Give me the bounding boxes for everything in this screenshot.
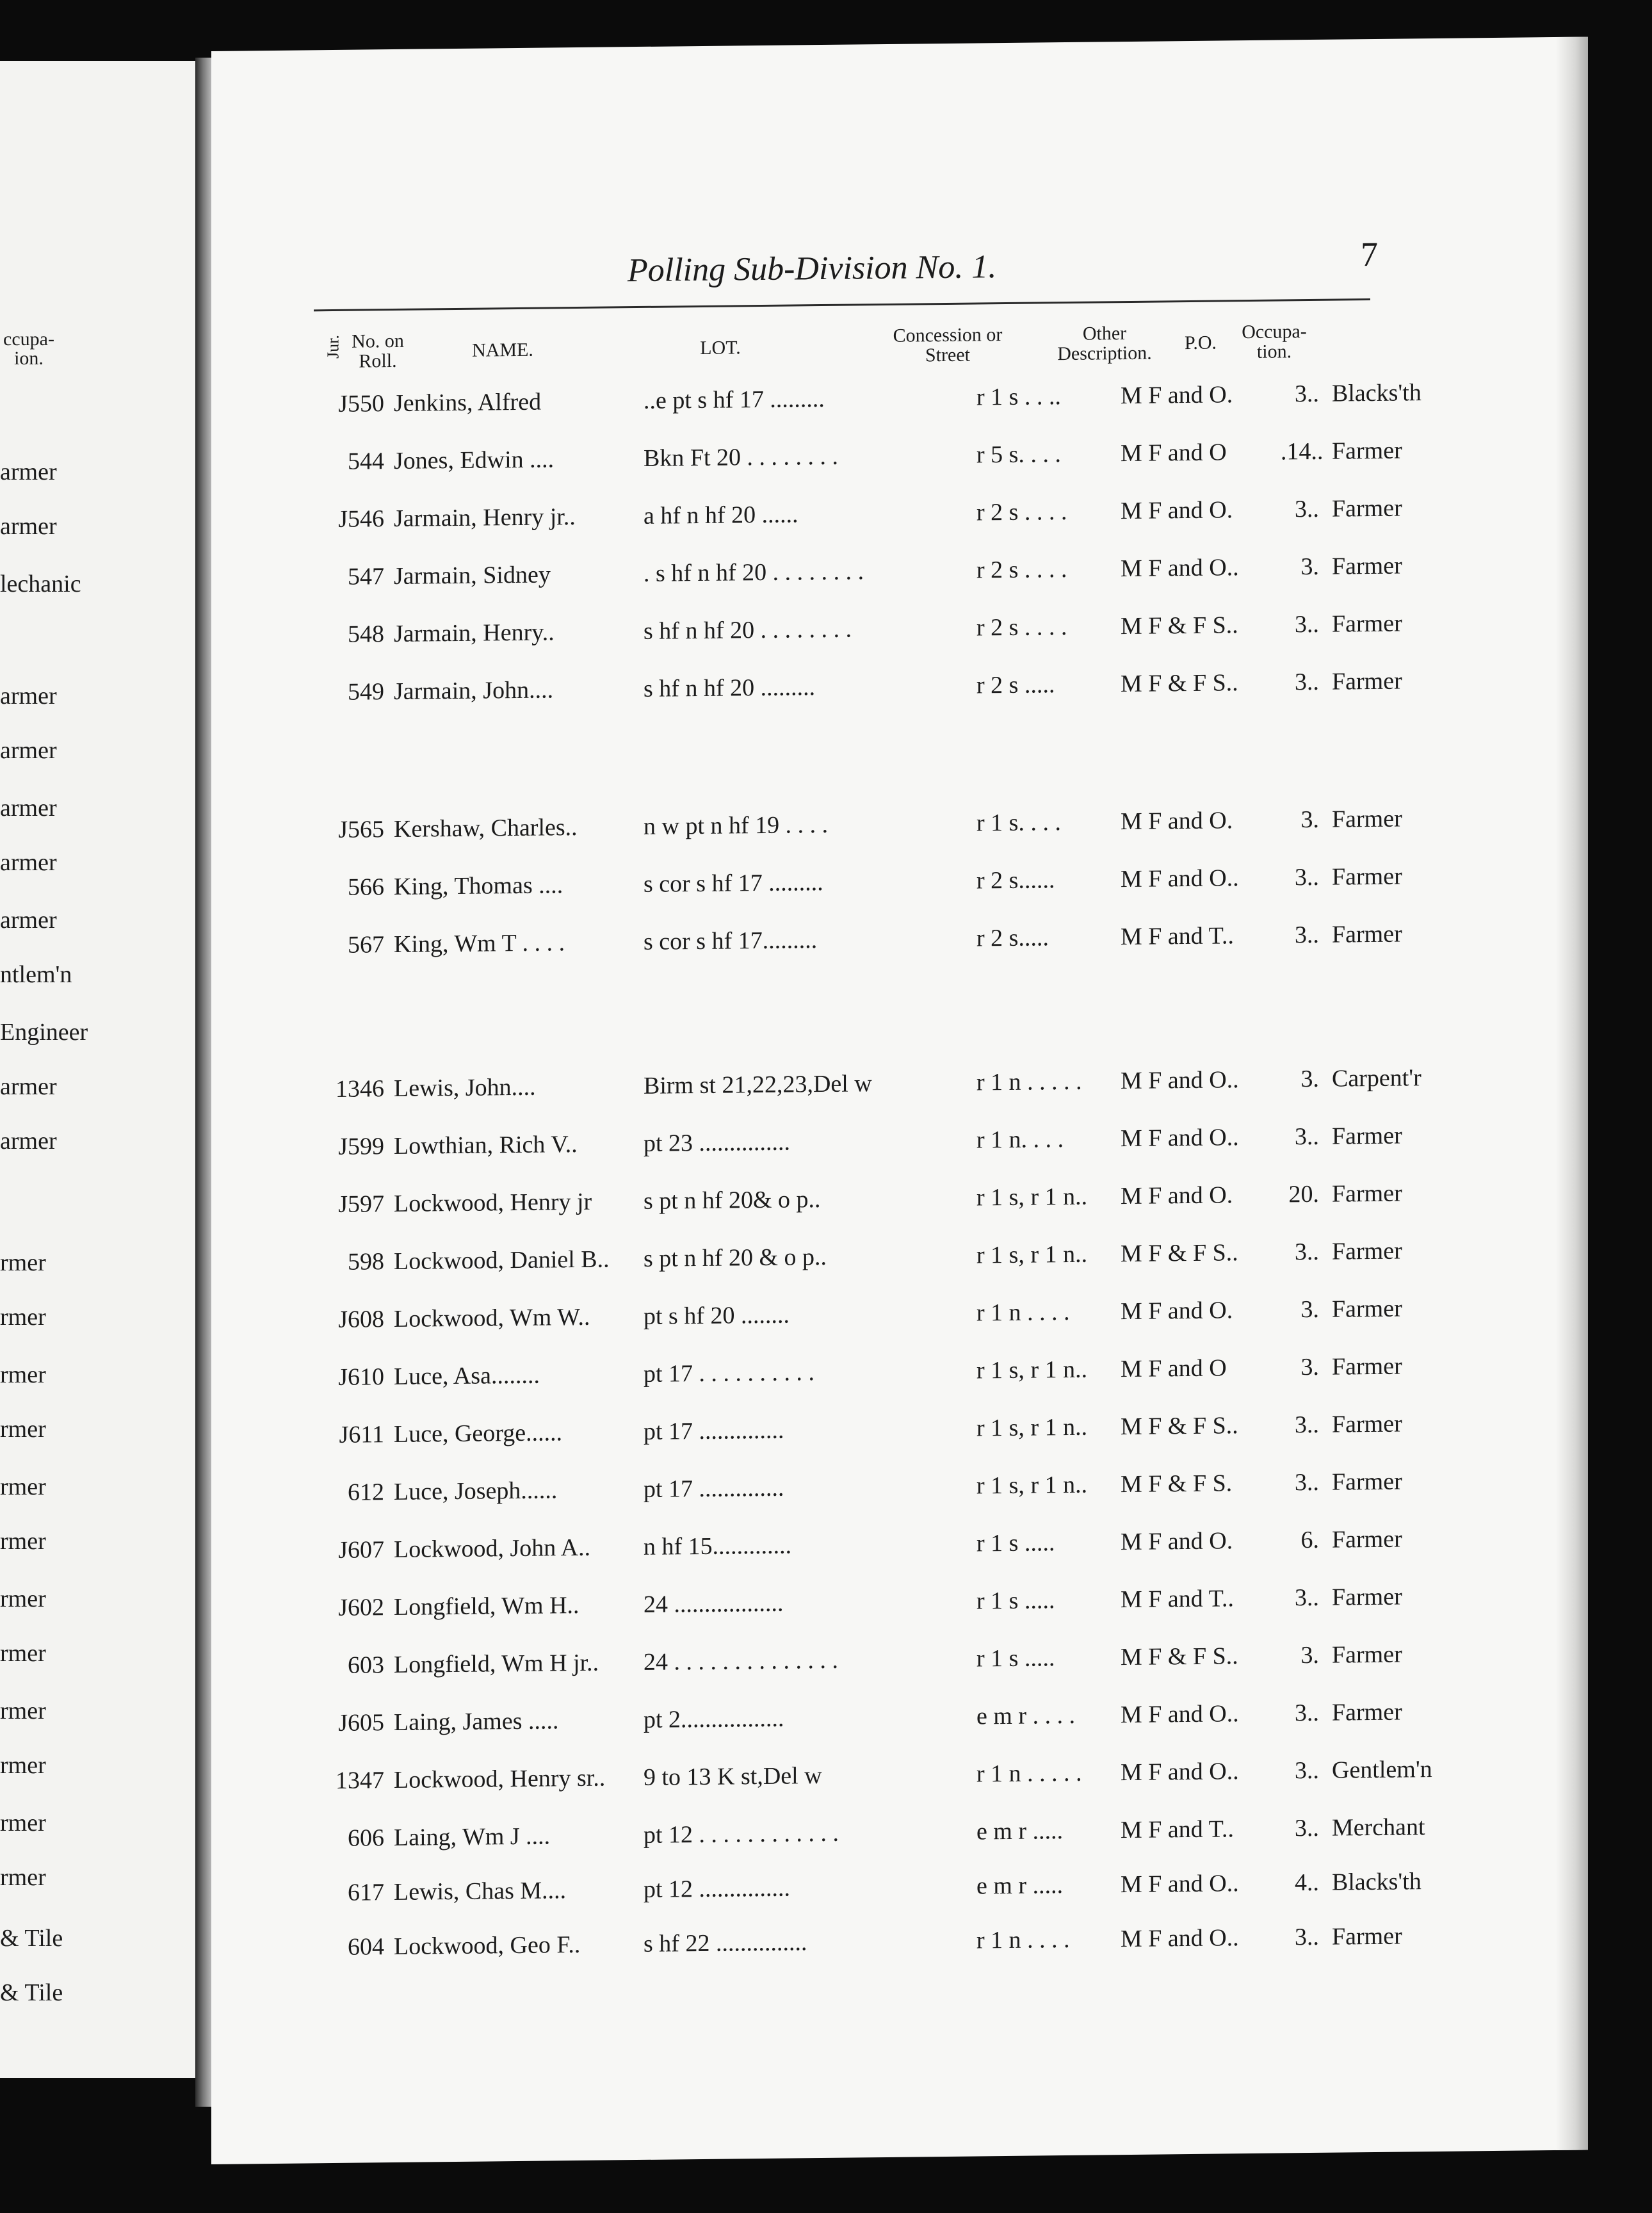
table-row bbox=[307, 1918, 1447, 1966]
table-row bbox=[307, 1175, 1447, 1223]
roll-number: J550 bbox=[338, 390, 384, 417]
concession: r 1 n . . . . . bbox=[976, 1067, 1082, 1096]
post-office: .14.. bbox=[1281, 437, 1324, 466]
voter-name: Jarmain, Henry jr.. bbox=[394, 503, 576, 533]
lot: . s hf n hf 20 . . . . . . . . bbox=[644, 558, 864, 587]
roll-number: J597 bbox=[338, 1190, 384, 1218]
occupation: Farmer bbox=[1332, 1698, 1402, 1726]
left-occupation-fragment: rmer bbox=[0, 1416, 46, 1443]
concession: r 2 s . . . . bbox=[976, 613, 1067, 642]
occupation: Farmer bbox=[1332, 1352, 1402, 1381]
roll-number: 612 bbox=[348, 1479, 384, 1506]
occupation: Farmer bbox=[1332, 552, 1402, 580]
column-lot: LOT. bbox=[700, 337, 741, 359]
other-description: M F and O bbox=[1121, 439, 1227, 467]
lot: 24 .................. bbox=[644, 1589, 784, 1618]
post-office: 3. bbox=[1300, 553, 1319, 581]
concession: r 2 s...... bbox=[976, 866, 1055, 895]
concession: e m r . . . . bbox=[976, 1701, 1076, 1730]
concession: r 2 s . . . . bbox=[976, 498, 1067, 526]
voter-name: Longfield, Wm H jr.. bbox=[394, 1649, 599, 1679]
roll-number: J565 bbox=[338, 816, 384, 843]
occupation: Farmer bbox=[1332, 1237, 1402, 1265]
concession: r 1 s, r 1 n.. bbox=[976, 1240, 1088, 1269]
post-office: 3.. bbox=[1295, 1756, 1319, 1785]
post-office: 3.. bbox=[1295, 668, 1319, 696]
occupation: Blacks'th bbox=[1332, 379, 1421, 407]
left-occupation-fragment: rmer bbox=[0, 1473, 46, 1500]
roll-number: J605 bbox=[338, 1709, 384, 1737]
table-row bbox=[307, 1060, 1447, 1108]
lot: s hf 22 ............... bbox=[644, 1929, 807, 1958]
roll-number: 566 bbox=[348, 873, 384, 901]
post-office: 3.. bbox=[1295, 1468, 1319, 1496]
table-row bbox=[307, 547, 1447, 596]
roll-number: J602 bbox=[338, 1594, 384, 1621]
voter-name: Jarmain, Henry.. bbox=[394, 619, 555, 648]
concession: r 1 s ..... bbox=[976, 1644, 1055, 1673]
left-occupation-fragment: rmer bbox=[0, 1698, 46, 1724]
left-page bbox=[0, 61, 204, 2078]
roll-number: 606 bbox=[348, 1824, 384, 1852]
occupation: Farmer bbox=[1332, 1468, 1402, 1496]
post-office: 3.. bbox=[1295, 1584, 1319, 1612]
left-occupation-header: ccupa- ion. bbox=[3, 328, 54, 369]
occupation: Farmer bbox=[1332, 437, 1402, 465]
concession: r 2 s..... bbox=[976, 924, 1049, 952]
column-other-description: Other Description. bbox=[1057, 323, 1152, 365]
other-description: M F and O. bbox=[1121, 1181, 1233, 1210]
table-row bbox=[307, 1117, 1447, 1165]
occupation: Farmer bbox=[1332, 920, 1402, 948]
post-office: 3.. bbox=[1295, 1238, 1319, 1266]
voter-name: Jones, Edwin .... bbox=[394, 446, 555, 475]
roll-number: J608 bbox=[338, 1306, 384, 1333]
voter-name: Jarmain, Sidney bbox=[394, 561, 551, 590]
left-occupation-fragment: rmer bbox=[0, 1528, 46, 1555]
table-row bbox=[307, 1578, 1447, 1626]
roll-number: J599 bbox=[338, 1133, 384, 1160]
post-office: 3.. bbox=[1295, 610, 1319, 638]
page-edge bbox=[1556, 36, 1588, 2150]
lot: pt 17 .............. bbox=[644, 1474, 784, 1503]
other-description: M F and O. bbox=[1121, 496, 1233, 525]
voter-name: Lockwood, Wm W.. bbox=[394, 1303, 590, 1333]
other-description: M F and O. bbox=[1121, 1297, 1233, 1325]
occupation: Farmer bbox=[1332, 863, 1402, 891]
voter-name: King, Wm T . . . . bbox=[394, 929, 565, 959]
concession: r 1 n . . . . bbox=[976, 1298, 1070, 1327]
occupation: Farmer bbox=[1332, 610, 1402, 638]
other-description: M F and O. bbox=[1121, 381, 1233, 410]
voter-name: Lockwood, Daniel B.. bbox=[394, 1245, 610, 1276]
roll-number: J546 bbox=[338, 505, 384, 533]
right-page bbox=[211, 36, 1588, 2164]
voter-name: Jarmain, John.... bbox=[394, 676, 554, 706]
lot: s cor s hf 17 ......... bbox=[644, 868, 823, 898]
other-description: M F and T.. bbox=[1121, 1585, 1234, 1614]
table-row bbox=[307, 1521, 1447, 1569]
roll-number: J610 bbox=[338, 1363, 384, 1391]
occupation: Farmer bbox=[1332, 667, 1402, 695]
occupation: Farmer bbox=[1332, 1295, 1402, 1323]
concession: r 1 n. . . . bbox=[976, 1126, 1064, 1154]
other-description: M F & F S.. bbox=[1121, 1239, 1238, 1268]
voter-name: Lockwood, Henry jr bbox=[394, 1188, 592, 1218]
header-rule bbox=[314, 298, 1370, 311]
occupation: Farmer bbox=[1332, 1583, 1402, 1611]
roll-number: 598 bbox=[348, 1248, 384, 1276]
left-occupation-fragment: rmer bbox=[0, 1864, 46, 1891]
roll-number: 549 bbox=[348, 678, 384, 706]
occupation: Farmer bbox=[1332, 1641, 1402, 1669]
table-row bbox=[307, 1751, 1447, 1799]
voter-name: King, Thomas .... bbox=[394, 871, 563, 901]
lot: 24 . . . . . . . . . . . . . . bbox=[644, 1646, 838, 1676]
lot: n w pt n hf 19 . . . . bbox=[644, 811, 829, 840]
left-occupation-fragment: Engineer bbox=[0, 1019, 88, 1046]
lot: pt s hf 20 ........ bbox=[644, 1301, 790, 1330]
concession: r 1 s . . .. bbox=[976, 383, 1061, 411]
left-occupation-fragment: armer bbox=[0, 1128, 57, 1155]
post-office: 4.. bbox=[1295, 1868, 1319, 1897]
post-office: 3.. bbox=[1295, 1123, 1319, 1151]
table-row bbox=[307, 1463, 1447, 1511]
table-row bbox=[307, 375, 1447, 423]
occupation: Merchant bbox=[1332, 1813, 1425, 1842]
occupation: Gentlem'n bbox=[1332, 1756, 1432, 1784]
table-row bbox=[307, 916, 1447, 964]
concession: r 1 s, r 1 n.. bbox=[976, 1413, 1088, 1442]
concession: r 1 n . . . . . bbox=[976, 1759, 1082, 1788]
concession: e m r ..... bbox=[976, 1872, 1064, 1900]
roll-number: 548 bbox=[348, 620, 384, 648]
roll-number: 617 bbox=[348, 1879, 384, 1906]
occupation: Farmer bbox=[1332, 1179, 1402, 1208]
lot: pt 23 ............... bbox=[644, 1128, 791, 1157]
lot: 9 to 13 K st,Del w bbox=[644, 1762, 822, 1791]
concession: r 1 s. . . . bbox=[976, 809, 1061, 837]
other-description: M F & F S.. bbox=[1121, 669, 1238, 698]
lot: pt 17 . . . . . . . . . . bbox=[644, 1359, 815, 1388]
occupation: Carpent'r bbox=[1332, 1064, 1421, 1092]
concession: r 5 s. . . . bbox=[976, 441, 1061, 469]
left-occupation-fragment: rmer bbox=[0, 1249, 46, 1276]
concession: r 1 n . . . . bbox=[976, 1925, 1070, 1954]
post-office: 3.. bbox=[1295, 863, 1319, 891]
occupation: Farmer bbox=[1332, 1122, 1402, 1150]
table-row bbox=[307, 1694, 1447, 1742]
table-row bbox=[307, 800, 1447, 848]
voter-name: Lockwood, Henry sr.. bbox=[394, 1764, 606, 1794]
lot: s pt n hf 20 & o p.. bbox=[644, 1243, 827, 1272]
roll-number: 1346 bbox=[336, 1075, 384, 1103]
post-office: 3.. bbox=[1295, 1814, 1319, 1842]
left-occupation-fragment: rmer bbox=[0, 1810, 46, 1836]
other-description: M F and O.. bbox=[1121, 1870, 1239, 1899]
post-office: 3. bbox=[1300, 1641, 1319, 1669]
voter-name: Laing, Wm J .... bbox=[394, 1822, 551, 1852]
post-office: 3. bbox=[1300, 1353, 1319, 1381]
roll-number: 567 bbox=[348, 931, 384, 959]
left-occupation-fragment: armer bbox=[0, 795, 57, 822]
occupation: Farmer bbox=[1332, 1525, 1402, 1553]
voter-name: Luce, Joseph...... bbox=[394, 1477, 558, 1506]
post-office: 6. bbox=[1300, 1526, 1319, 1554]
left-occupation-fragment: armer bbox=[0, 737, 57, 764]
concession: e m r ..... bbox=[976, 1817, 1064, 1845]
lot: s pt n hf 20& o p.. bbox=[644, 1186, 821, 1215]
post-office: 3.. bbox=[1295, 1411, 1319, 1439]
table-row bbox=[307, 1636, 1447, 1684]
other-description: M F & F S. bbox=[1121, 1470, 1233, 1498]
roll-number: 1347 bbox=[336, 1767, 384, 1794]
table-row bbox=[307, 1348, 1447, 1396]
other-description: M F and O.. bbox=[1121, 554, 1239, 583]
occupation: Farmer bbox=[1332, 494, 1402, 523]
other-description: M F and T.. bbox=[1121, 1815, 1234, 1844]
other-description: M F & F S.. bbox=[1121, 612, 1238, 640]
post-office: 20. bbox=[1288, 1180, 1319, 1208]
lot: ..e pt s hf 17 ......... bbox=[644, 385, 825, 414]
lot: pt 12 . . . . . . . . . . . . bbox=[644, 1819, 839, 1849]
voter-name: Luce, George...... bbox=[394, 1419, 563, 1448]
lot: pt 17 .............. bbox=[644, 1416, 784, 1445]
other-description: M F and O.. bbox=[1121, 1758, 1239, 1787]
column-occupation: Occupa- tion. bbox=[1242, 321, 1307, 362]
post-office: 3. bbox=[1300, 806, 1319, 834]
left-occupation-fragment: armer bbox=[0, 513, 57, 540]
other-description: M F & F S.. bbox=[1121, 1412, 1238, 1441]
roll-number: J607 bbox=[338, 1536, 384, 1564]
table-row bbox=[307, 1809, 1447, 1857]
left-occupation-fragment: rmer bbox=[0, 1304, 46, 1331]
left-occupation-fragment: rmer bbox=[0, 1640, 46, 1667]
lot: s cor s hf 17......... bbox=[644, 927, 818, 955]
column-jur: Jur. bbox=[323, 334, 343, 359]
lot: Birm st 21,22,23,Del w bbox=[644, 1070, 872, 1099]
roll-number: J611 bbox=[339, 1421, 384, 1448]
concession: r 1 s, r 1 n.. bbox=[976, 1356, 1088, 1384]
post-office: 3.. bbox=[1295, 380, 1319, 408]
table-row bbox=[307, 858, 1447, 906]
left-occupation-fragment: ntlem'n bbox=[0, 961, 72, 988]
column-name: NAME. bbox=[472, 339, 533, 361]
lot: s hf n hf 20 ......... bbox=[644, 674, 816, 702]
left-occupation-fragment: rmer bbox=[0, 1585, 46, 1612]
left-occupation-fragment: rmer bbox=[0, 1752, 46, 1779]
voter-name: Lewis, John.... bbox=[394, 1073, 536, 1103]
page-number: 7 bbox=[1361, 234, 1378, 274]
post-office: 3. bbox=[1300, 1295, 1319, 1324]
roll-number: 544 bbox=[348, 448, 384, 475]
left-occupation-fragment: armer bbox=[0, 1073, 57, 1100]
left-occupation-fragment: armer bbox=[0, 683, 57, 709]
voter-name: Jenkins, Alfred bbox=[394, 388, 542, 417]
other-description: M F and O.. bbox=[1121, 1124, 1239, 1153]
left-occupation-fragment: armer bbox=[0, 458, 57, 485]
post-office: 3.. bbox=[1295, 495, 1319, 523]
lot: n hf 15............. bbox=[644, 1532, 792, 1560]
other-description: M F and O.. bbox=[1121, 1700, 1239, 1729]
voter-name: Lowthian, Rich V.. bbox=[394, 1131, 578, 1160]
other-description: M F and O. bbox=[1121, 1527, 1233, 1556]
voter-name: Lockwood, Geo F.. bbox=[394, 1931, 581, 1961]
concession: r 2 s ..... bbox=[976, 671, 1055, 699]
table-row bbox=[307, 1290, 1447, 1338]
post-office: 3. bbox=[1300, 1065, 1319, 1093]
lot: pt 2................. bbox=[644, 1705, 784, 1733]
lot: pt 12 ............... bbox=[644, 1874, 791, 1903]
left-occupation-fragment: armer bbox=[0, 849, 57, 876]
left-occupation-fragment: & Tile bbox=[0, 1979, 63, 2006]
post-office: 3.. bbox=[1295, 1699, 1319, 1727]
column-po: P.O. bbox=[1184, 332, 1217, 354]
lot: Bkn Ft 20 . . . . . . . . bbox=[644, 442, 839, 472]
voter-name: Luce, Asa........ bbox=[394, 1361, 540, 1391]
roll-number: 604 bbox=[348, 1933, 384, 1961]
other-description: M F and T.. bbox=[1121, 922, 1234, 951]
left-occupation-fragment: & Tile bbox=[0, 1925, 63, 1952]
roll-number: 547 bbox=[348, 563, 384, 590]
column-concession: Concession or Street bbox=[893, 324, 1003, 366]
voter-name: Laing, James ..... bbox=[394, 1707, 559, 1737]
table-row bbox=[307, 490, 1447, 538]
voter-name: Lockwood, John A.. bbox=[394, 1534, 591, 1564]
lot: a hf n hf 20 ...... bbox=[644, 501, 798, 530]
concession: r 1 s ..... bbox=[976, 1529, 1055, 1557]
concession: r 1 s, r 1 n.. bbox=[976, 1183, 1088, 1212]
voter-name: Longfield, Wm H.. bbox=[394, 1591, 579, 1621]
other-description: M F and O.. bbox=[1121, 864, 1239, 893]
other-description: M F & F S.. bbox=[1121, 1642, 1238, 1671]
occupation: Farmer bbox=[1332, 1410, 1402, 1438]
voter-name: Lewis, Chas M.... bbox=[394, 1877, 567, 1906]
table-row bbox=[307, 432, 1447, 480]
concession: r 1 s ..... bbox=[976, 1587, 1055, 1615]
table-row bbox=[307, 663, 1447, 711]
occupation: Blacks'th bbox=[1332, 1868, 1421, 1896]
left-occupation-fragment: armer bbox=[0, 907, 57, 934]
post-office: 3.. bbox=[1295, 1923, 1319, 1951]
post-office: 3.. bbox=[1295, 921, 1319, 949]
column-no-on-roll: No. on Roll. bbox=[352, 330, 404, 372]
roll-number: 603 bbox=[348, 1651, 384, 1679]
concession: r 1 s, r 1 n.. bbox=[976, 1471, 1088, 1500]
voter-name: Kershaw, Charles.. bbox=[394, 814, 578, 843]
occupation: Farmer bbox=[1332, 1922, 1402, 1950]
running-head: Polling Sub-Division No. 1. bbox=[628, 248, 997, 289]
left-occupation-fragment: rmer bbox=[0, 1361, 46, 1388]
table-row bbox=[307, 1406, 1447, 1454]
other-description: M F and O bbox=[1121, 1354, 1227, 1383]
other-description: M F and O.. bbox=[1121, 1924, 1239, 1953]
table-row bbox=[307, 1863, 1447, 1911]
left-occupation-fragment: lechanic bbox=[0, 571, 81, 597]
concession: r 2 s . . . . bbox=[976, 556, 1067, 584]
table-row bbox=[307, 1233, 1447, 1281]
other-description: M F and O. bbox=[1121, 807, 1233, 836]
other-description: M F and O.. bbox=[1121, 1066, 1239, 1095]
lot: s hf n hf 20 . . . . . . . . bbox=[644, 615, 852, 645]
occupation: Farmer bbox=[1332, 805, 1402, 833]
table-row bbox=[307, 605, 1447, 653]
